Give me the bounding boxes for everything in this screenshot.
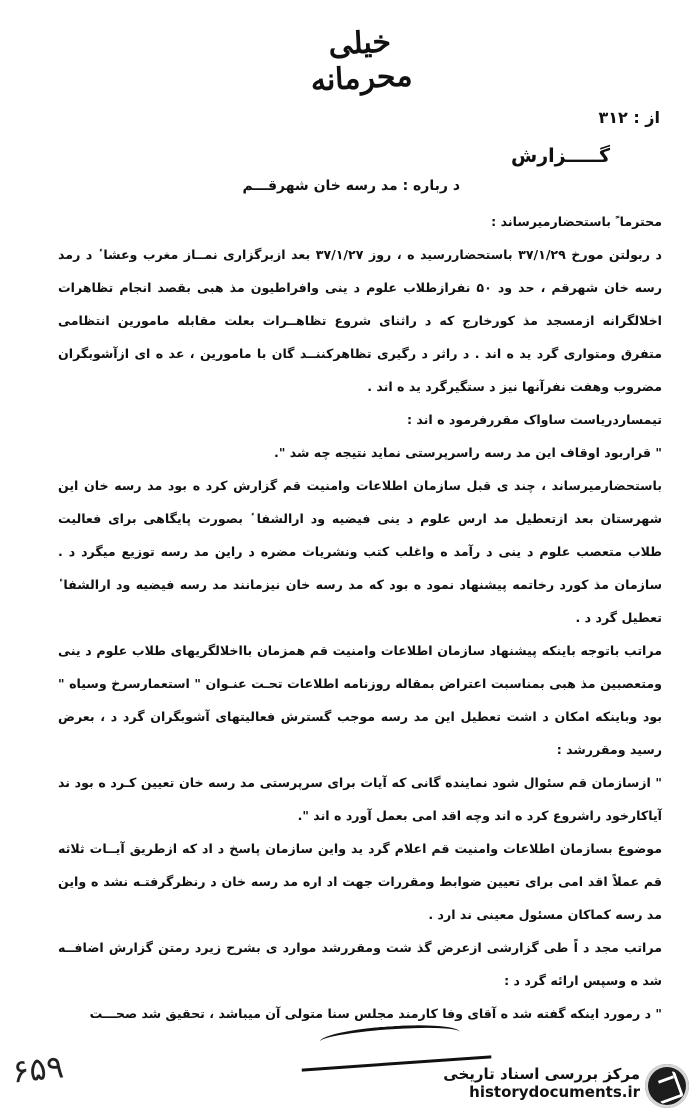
report-title: گـــــزارش xyxy=(510,145,610,167)
body-paragraph: " قراربود اوقاف این مد رسه راسرپرستی نماید نتیجه چه شد ". xyxy=(274,445,662,460)
body-paragraph: " د رمورد اینکه گفته شد ه آقای وفا کارمند مجلس سنا متولی آن میباشد ، تحقیق شد صحـــت xyxy=(89,1006,662,1021)
header-stamp: خیلی محرمانه xyxy=(309,24,414,99)
body-paragraph: تیمساردریاست ساواک مقررفرمود ه اند : xyxy=(406,412,662,427)
body-paragraph: موضوع بسازمان اطلاعات وامنیت قم اعلام گرد ید واین سازمان پاسخ د اد که ازطریق آیــات ثلاثه قم عملاً اقد امی برای تعیین ضوابط ومقررات جهت اد اره مد رسه خان د رنظرگرفتـه نشد ه واین مد رسه کماکان مسئول معینی ند ارد . xyxy=(58,841,662,922)
footer-url: historydocuments.ir xyxy=(469,1083,640,1101)
body-paragraph: د ربولتن مورخ ۳۷/۱/۲۹ باستحضاررسید ه ، روز ۳۷/۱/۲۷ بعد ازبرگزاری نمــاز مغرب وعشا ٔ د رمد رسه خان شهرقم ، حد ود ۵۰ نفرازطلاب علوم د ینی وافراطیون مذ هبی بقصد انجام تظاهرات اخلالگرانه ازمسجد مذ کورخارج که د راثنای شروع تظاهــرات بعلت مقابله مامورین انتظامی متفرق ومتواری گرد ید ه اند . د راثر د رگیری تظاهرکننــد گان با مامورین ، عد ه ای ازآشوبگران مضروب وهفت نفرآنها نیز د ستگیرگرد ید ه اند . xyxy=(58,247,663,394)
from-line: از : ۳۱۲ xyxy=(598,108,660,127)
body-paragraph: مراتب مجد د اً طی گزارشی ازعرض گذ شت ومقررشد موارد ی بشرح زیرد رمتن گزارش اضافــه شد ه وسپس ارائه گرد د : xyxy=(58,940,662,988)
body-paragraph: مراتب باتوجه باینکه پیشنهاد سازمان اطلاعات وامنیت قم همزمان بااخلالگریهای طلاب علوم د ینی ومتعصبین مذ هبی بمناسبت اعتراض بمقاله روزنامه اطلاعات تحـت عنـوان " استعمارسرخ وسیاه " بود وباینکه امکان د اشت تعطیل این مد رسه موجب گسترش فعالیتهای آشوبگران گرد د ، بعرض رسید ومقررشد : xyxy=(58,643,662,757)
body-paragraph: باستحضارمیرساند ، چند ی قبل سازمان اطلاعات وامنیت قم گزارش کرد ه بود مد رسه خان این شهرستان بعد ازتعطیل مد ارس علوم د ینی فیضیه ود ارالشفا ٔ بصورت پایگاهی برای فعالیت طلاب متعصب علوم د ینی د رآمد ه واغلب کتب ونشریات مضره د راین مد رسه توزیع میگرد د . سازمان مذ کورد رخاتمه پیشنهاد نمود ه بود که مد رسه خان نیزمانند مد رسه فیضیه ود ارالشفا ٔ تعطیل گرد د . xyxy=(58,478,662,625)
footer-watermark xyxy=(420,1065,640,1101)
report-body xyxy=(58,205,662,1030)
history-documents-logo-icon xyxy=(645,1064,689,1108)
footer-title: مرکز بررسی اسناد تاریخی xyxy=(443,1065,640,1083)
body-paragraph: محترما ً باستحضارمیرساند : xyxy=(491,214,662,229)
subject-line: د رباره : مد رسه خان شهرقـــم xyxy=(242,178,460,194)
body-paragraph: " ازسازمان قم سئوال شود نماینده گانی که آیات برای سرپرستی مد رسه خان تعیین کـرد ه بود ند آیاکارخود راشروع کرد ه اند وچه اقد امی بعمل آورد ه اند ". xyxy=(58,775,662,823)
page-number: ۶۵۹ xyxy=(10,1047,66,1091)
